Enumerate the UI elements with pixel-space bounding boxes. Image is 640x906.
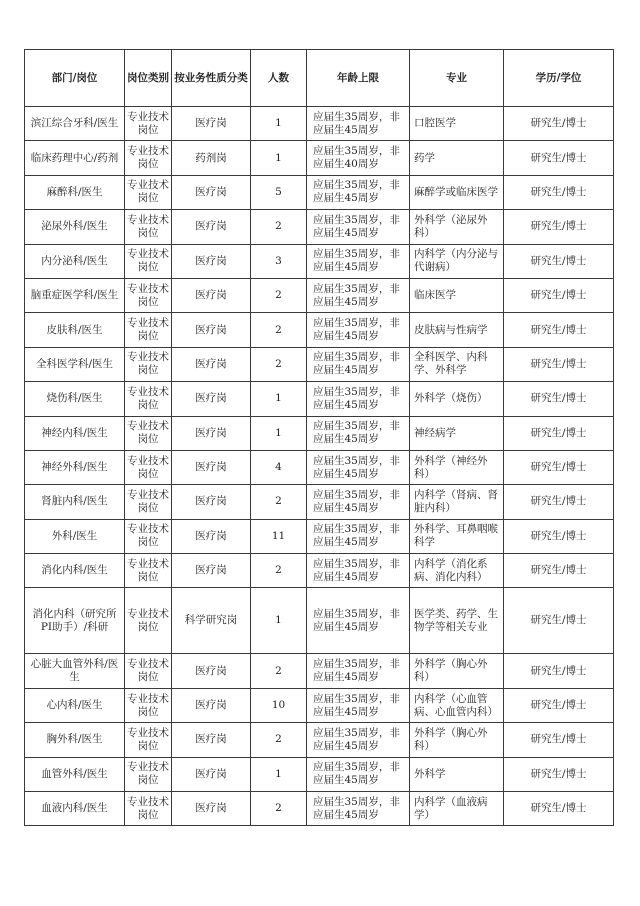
cell-nature: 医疗岗	[172, 450, 251, 484]
cell-post-type: 专业技术岗位	[125, 792, 172, 826]
cell-age: 应届生35周岁，非应届生45周岁	[307, 313, 410, 347]
cell-age: 应届生35周岁，非应届生45周岁	[307, 485, 410, 519]
cell-dept: 消化内科（研究所PI助手）/科研	[25, 588, 125, 654]
cell-count: 4	[251, 450, 307, 484]
table-row	[25, 210, 614, 244]
cell-count: 2	[251, 792, 307, 826]
cell-dept: 麻醉科/医生	[25, 175, 125, 209]
cell-dept: 血管外科/医生	[25, 757, 125, 791]
cell-post-type: 专业技术岗位	[125, 688, 172, 722]
cell-dept: 血液内科/医生	[25, 792, 125, 826]
cell-post-type: 专业技术岗位	[125, 450, 172, 484]
cell-major: 全科医学、内科学、外科学	[410, 347, 504, 381]
cell-count: 5	[251, 175, 307, 209]
cell-age: 应届生35周岁，非应届生40周岁	[307, 141, 410, 175]
cell-count: 2	[251, 485, 307, 519]
header-degree: 学历/学位	[504, 50, 614, 107]
cell-degree: 研究生/博士	[504, 757, 614, 791]
header-major: 专业	[410, 50, 504, 107]
cell-post-type: 专业技术岗位	[125, 313, 172, 347]
cell-nature: 医疗岗	[172, 723, 251, 757]
cell-post-type: 专业技术岗位	[125, 757, 172, 791]
cell-dept: 内分泌科/医生	[25, 244, 125, 278]
cell-dept: 胸外科/医生	[25, 723, 125, 757]
cell-degree: 研究生/博士	[504, 347, 614, 381]
cell-degree: 研究生/博士	[504, 210, 614, 244]
table-row	[25, 519, 614, 553]
cell-degree: 研究生/博士	[504, 278, 614, 312]
cell-age: 应届生35周岁，非应届生45周岁	[307, 519, 410, 553]
recruitment-table-page	[24, 49, 613, 826]
cell-count: 1	[251, 141, 307, 175]
cell-post-type: 专业技术岗位	[125, 244, 172, 278]
cell-degree: 研究生/博士	[504, 244, 614, 278]
cell-dept: 心脏大血管外科/医生	[25, 654, 125, 688]
cell-nature: 医疗岗	[172, 382, 251, 416]
cell-major: 口腔医学	[410, 107, 504, 141]
cell-degree: 研究生/博士	[504, 485, 614, 519]
cell-post-type: 专业技术岗位	[125, 141, 172, 175]
cell-age: 应届生35周岁，非应届生45周岁	[307, 416, 410, 450]
cell-degree: 研究生/博士	[504, 588, 614, 654]
cell-count: 2	[251, 554, 307, 588]
cell-age: 应届生35周岁，非应届生45周岁	[307, 107, 410, 141]
cell-dept: 烧伤科/医生	[25, 382, 125, 416]
cell-major: 外科学、耳鼻咽喉科学	[410, 519, 504, 553]
cell-nature: 医疗岗	[172, 175, 251, 209]
cell-age: 应届生35周岁，非应届生45周岁	[307, 588, 410, 654]
cell-nature: 科学研究岗	[172, 588, 251, 654]
cell-count: 1	[251, 757, 307, 791]
cell-major: 内科学（内分泌与代谢病）	[410, 244, 504, 278]
cell-nature: 医疗岗	[172, 485, 251, 519]
cell-post-type: 专业技术岗位	[125, 485, 172, 519]
cell-age: 应届生35周岁，非应届生45周岁	[307, 382, 410, 416]
cell-major: 外科学（胸心外科）	[410, 654, 504, 688]
cell-dept: 外科/医生	[25, 519, 125, 553]
header-count: 人数	[251, 50, 307, 107]
cell-major: 内科学（消化系病、消化内科）	[410, 554, 504, 588]
cell-dept: 脑重症医学科/医生	[25, 278, 125, 312]
cell-major: 外科学（胸心外科）	[410, 723, 504, 757]
cell-major: 外科学（神经外科）	[410, 450, 504, 484]
cell-degree: 研究生/博士	[504, 554, 614, 588]
cell-post-type: 专业技术岗位	[125, 416, 172, 450]
cell-post-type: 专业技术岗位	[125, 519, 172, 553]
table-row	[25, 244, 614, 278]
cell-age: 应届生35周岁，非应届生45周岁	[307, 450, 410, 484]
table-row	[25, 554, 614, 588]
cell-dept: 临床药理中心/药剂	[25, 141, 125, 175]
cell-count: 2	[251, 723, 307, 757]
cell-age: 应届生35周岁，非应届生45周岁	[307, 654, 410, 688]
cell-dept: 皮肤科/医生	[25, 313, 125, 347]
cell-count: 2	[251, 347, 307, 381]
cell-post-type: 专业技术岗位	[125, 347, 172, 381]
table-row	[25, 278, 614, 312]
cell-post-type: 专业技术岗位	[125, 554, 172, 588]
cell-count: 3	[251, 244, 307, 278]
table-row	[25, 416, 614, 450]
cell-count: 2	[251, 278, 307, 312]
cell-nature: 医疗岗	[172, 519, 251, 553]
cell-degree: 研究生/博士	[504, 175, 614, 209]
table-row	[25, 654, 614, 688]
cell-degree: 研究生/博士	[504, 141, 614, 175]
cell-nature: 医疗岗	[172, 107, 251, 141]
cell-major: 外科学（烧伤）	[410, 382, 504, 416]
table-row	[25, 723, 614, 757]
cell-nature: 医疗岗	[172, 792, 251, 826]
table-row	[25, 347, 614, 381]
table-row	[25, 757, 614, 791]
cell-post-type: 专业技术岗位	[125, 654, 172, 688]
cell-major: 内科学（肾病、肾脏内科）	[410, 485, 504, 519]
cell-nature: 医疗岗	[172, 278, 251, 312]
cell-age: 应届生35周岁，非应届生45周岁	[307, 688, 410, 722]
cell-post-type: 专业技术岗位	[125, 588, 172, 654]
header-dept: 部门/岗位	[25, 50, 125, 107]
cell-post-type: 专业技术岗位	[125, 278, 172, 312]
cell-nature: 医疗岗	[172, 654, 251, 688]
table-row	[25, 175, 614, 209]
cell-degree: 研究生/博士	[504, 688, 614, 722]
cell-degree: 研究生/博士	[504, 723, 614, 757]
cell-dept: 滨江综合牙科/医生	[25, 107, 125, 141]
cell-degree: 研究生/博士	[504, 654, 614, 688]
table-row	[25, 588, 614, 654]
cell-post-type: 专业技术岗位	[125, 382, 172, 416]
cell-age: 应届生35周岁，非应届生45周岁	[307, 723, 410, 757]
cell-major: 医学类、药学、生物学等相关专业	[410, 588, 504, 654]
cell-nature: 医疗岗	[172, 210, 251, 244]
table-row	[25, 485, 614, 519]
cell-age: 应届生35周岁，非应届生45周岁	[307, 757, 410, 791]
cell-age: 应届生35周岁，非应届生45周岁	[307, 792, 410, 826]
cell-dept: 消化内科/医生	[25, 554, 125, 588]
cell-degree: 研究生/博士	[504, 313, 614, 347]
header-post-type: 岗位类别	[125, 50, 172, 107]
cell-major: 皮肤病与性病学	[410, 313, 504, 347]
cell-post-type: 专业技术岗位	[125, 210, 172, 244]
cell-major: 麻醉学或临床医学	[410, 175, 504, 209]
cell-count: 1	[251, 107, 307, 141]
cell-post-type: 专业技术岗位	[125, 723, 172, 757]
cell-age: 应届生35周岁，非应届生45周岁	[307, 175, 410, 209]
cell-degree: 研究生/博士	[504, 382, 614, 416]
cell-count: 2	[251, 313, 307, 347]
cell-major: 临床医学	[410, 278, 504, 312]
cell-nature: 医疗岗	[172, 416, 251, 450]
table-row	[25, 382, 614, 416]
cell-major: 内科学（心血管病、心血管内科）	[410, 688, 504, 722]
cell-dept: 泌尿外科/医生	[25, 210, 125, 244]
cell-degree: 研究生/博士	[504, 416, 614, 450]
cell-age: 应届生35周岁，非应届生45周岁	[307, 244, 410, 278]
cell-count: 1	[251, 382, 307, 416]
cell-nature: 医疗岗	[172, 554, 251, 588]
cell-nature: 药剂岗	[172, 141, 251, 175]
cell-post-type: 专业技术岗位	[125, 107, 172, 141]
cell-major: 外科学	[410, 757, 504, 791]
cell-age: 应届生35周岁，非应届生45周岁	[307, 210, 410, 244]
cell-count: 2	[251, 210, 307, 244]
cell-dept: 全科医学科/医生	[25, 347, 125, 381]
table-row	[25, 313, 614, 347]
cell-nature: 医疗岗	[172, 244, 251, 278]
cell-count: 2	[251, 654, 307, 688]
cell-major: 外科学（泌尿外科）	[410, 210, 504, 244]
header-age: 年龄上限	[307, 50, 410, 107]
cell-post-type: 专业技术岗位	[125, 175, 172, 209]
cell-count: 1	[251, 588, 307, 654]
cell-degree: 研究生/博士	[504, 519, 614, 553]
table-row	[25, 107, 614, 141]
table-row	[25, 688, 614, 722]
cell-major: 神经病学	[410, 416, 504, 450]
table-row	[25, 141, 614, 175]
cell-age: 应届生35周岁，非应届生45周岁	[307, 278, 410, 312]
cell-degree: 研究生/博士	[504, 450, 614, 484]
cell-count: 11	[251, 519, 307, 553]
cell-nature: 医疗岗	[172, 757, 251, 791]
table-row	[25, 792, 614, 826]
cell-dept: 神经外科/医生	[25, 450, 125, 484]
table-header-row	[25, 50, 614, 107]
cell-age: 应届生35周岁，非应届生45周岁	[307, 347, 410, 381]
cell-major: 药学	[410, 141, 504, 175]
cell-dept: 神经内科/医生	[25, 416, 125, 450]
cell-dept: 肾脏内科/医生	[25, 485, 125, 519]
header-nature: 按业务性质分类	[172, 50, 251, 107]
cell-count: 1	[251, 416, 307, 450]
recruitment-table	[24, 49, 614, 826]
cell-nature: 医疗岗	[172, 688, 251, 722]
cell-nature: 医疗岗	[172, 347, 251, 381]
table-row	[25, 450, 614, 484]
cell-major: 内科学（血液病学）	[410, 792, 504, 826]
cell-age: 应届生35周岁，非应届生45周岁	[307, 554, 410, 588]
cell-degree: 研究生/博士	[504, 107, 614, 141]
cell-dept: 心内科/医生	[25, 688, 125, 722]
cell-degree: 研究生/博士	[504, 792, 614, 826]
cell-nature: 医疗岗	[172, 313, 251, 347]
cell-count: 10	[251, 688, 307, 722]
